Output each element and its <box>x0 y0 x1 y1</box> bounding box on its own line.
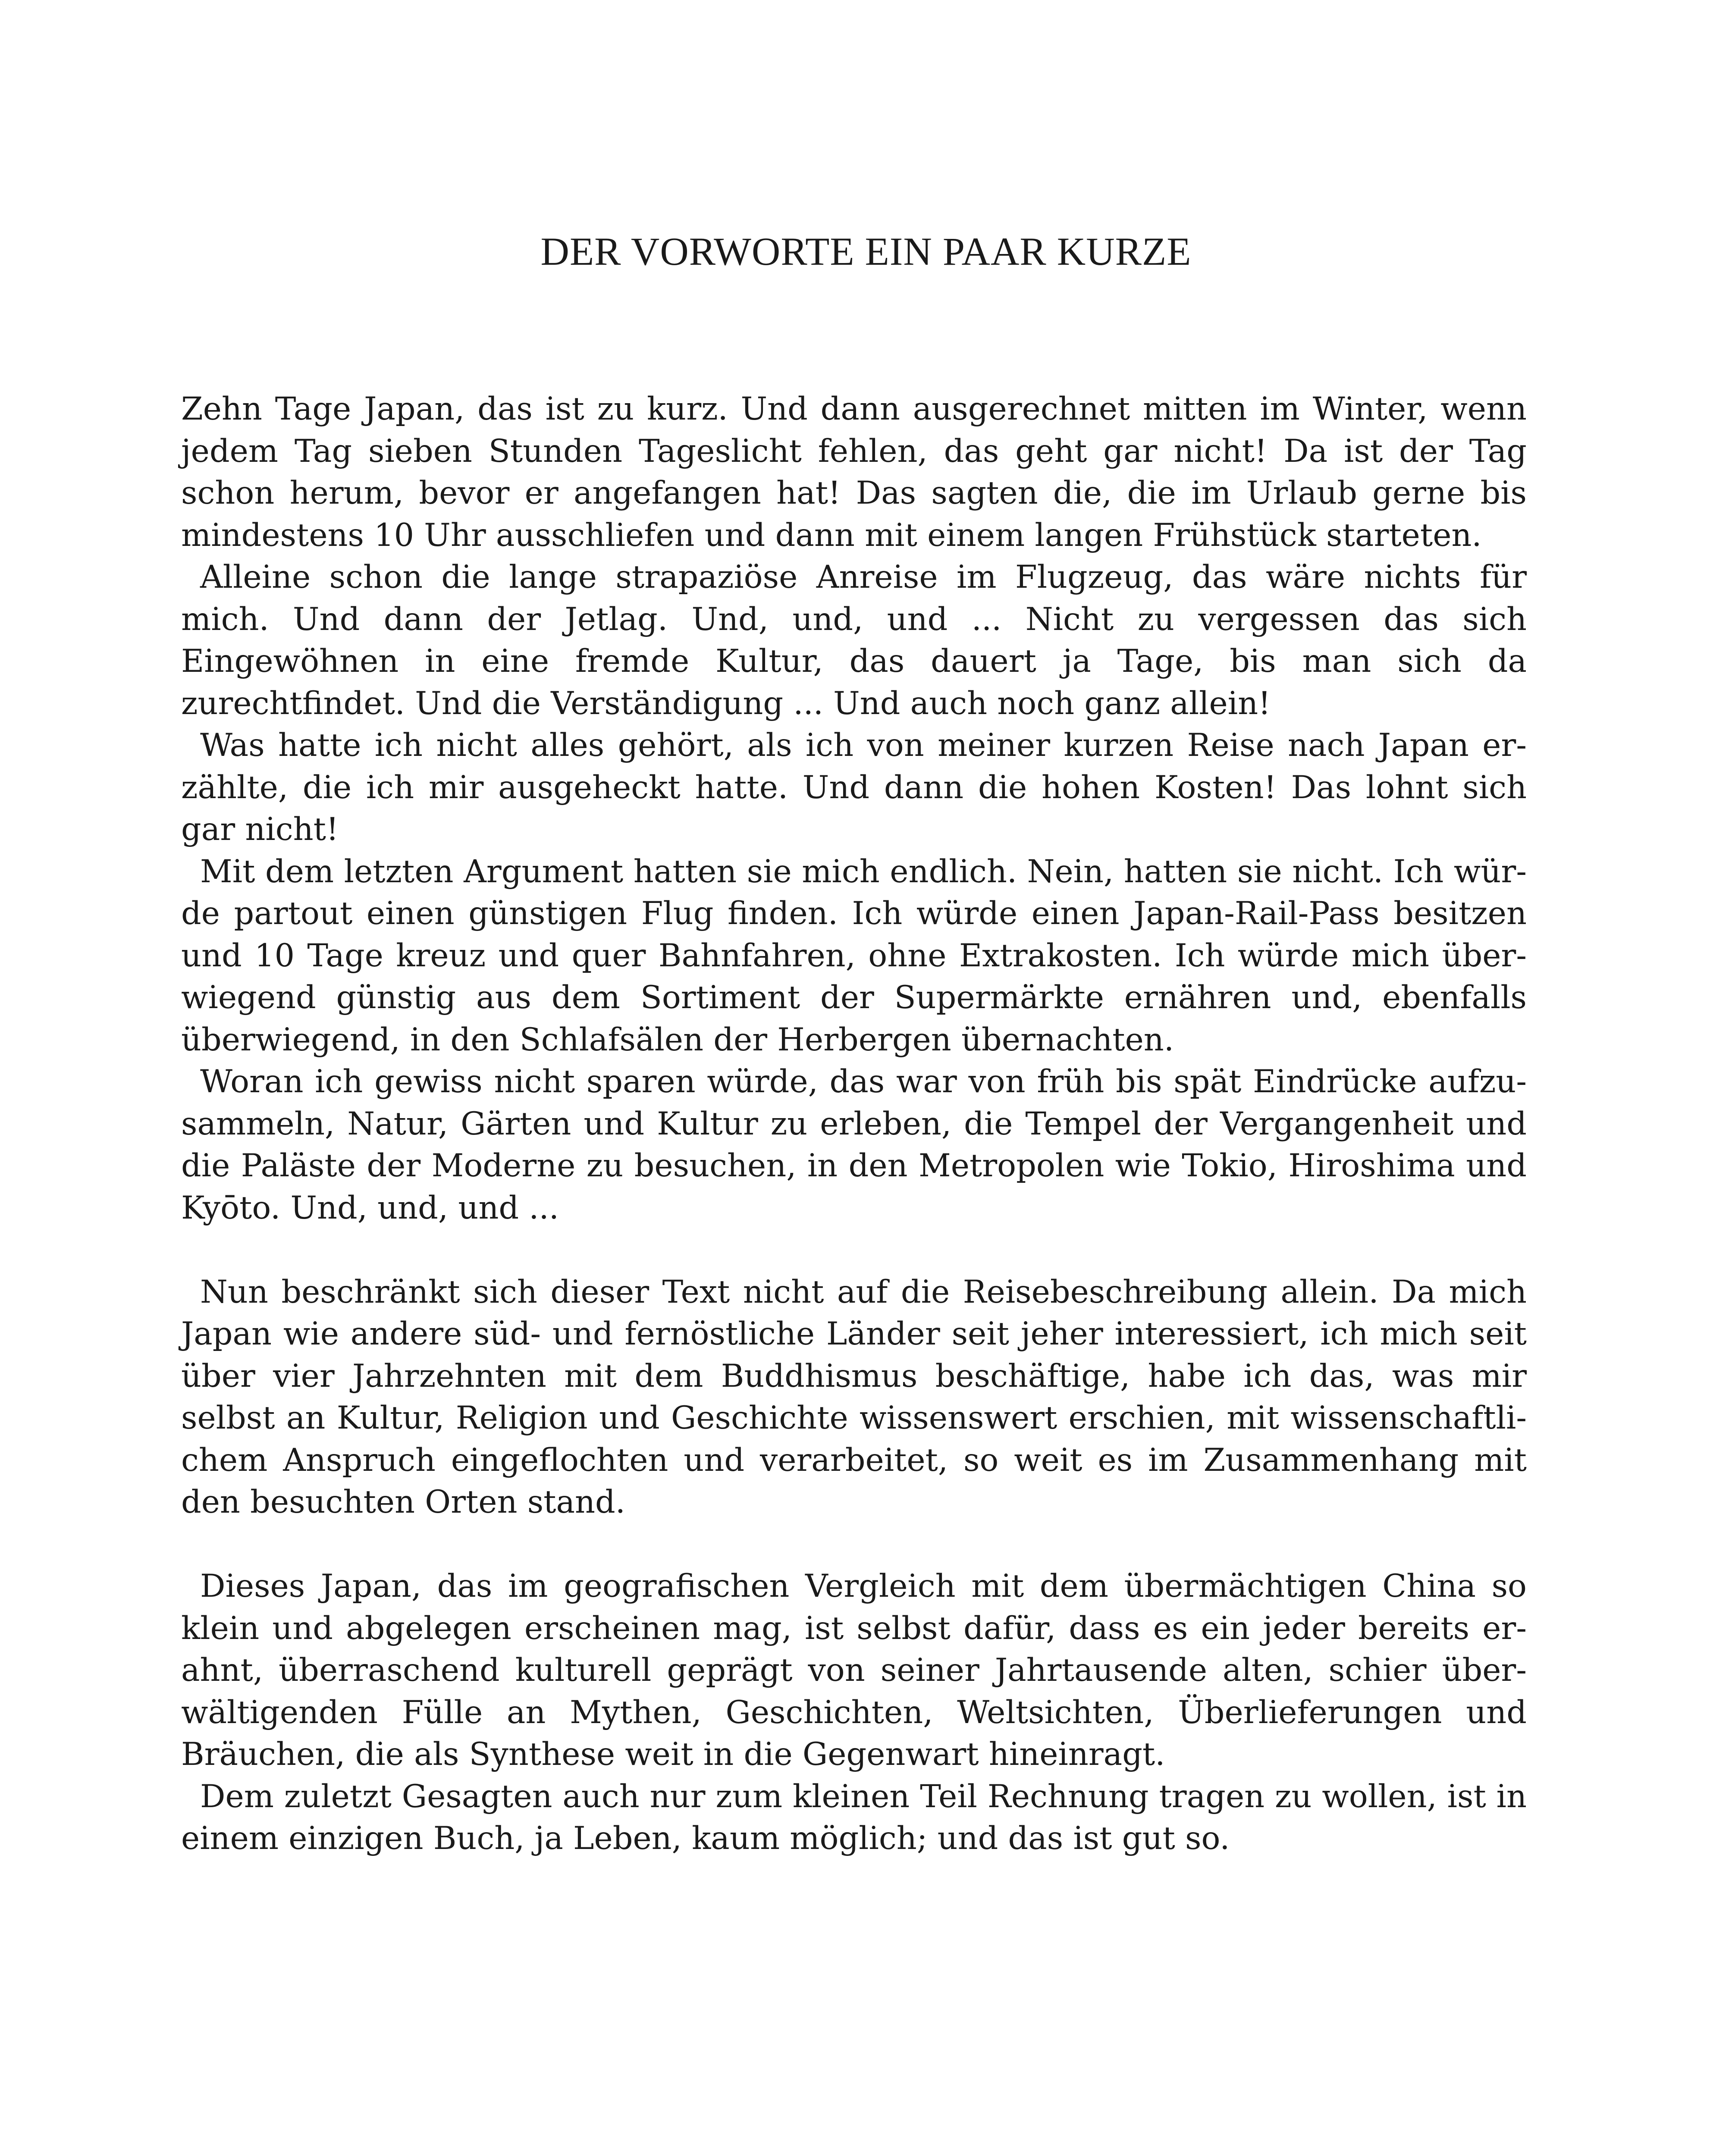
paragraph-8: Dem zuletzt Gesagten auch nur zum kleinen Teil Rechnung tragen zu wollen, ist in einem einzigen Buch, ja Leben, kaum möglich; und das ist gut so. <box>181 1778 1527 1857</box>
paragraph-7: Dieses Japan, das im geografischen Vergleich mit dem übermächtigen China so klein und abgelegen erscheinen mag, ist selbst dafür, dass es ein jeder bereits erahnt, überraschend kulturell geprägt von seiner Jahrtausende alten, schier überwältigenden Fülle an Mythen, Geschichten, Weltsichten, Überlieferungen und Bräuchen, die als Synthese weit in die Gegenwart hineinragt. <box>181 1568 1527 1773</box>
page-title: DER VORWORTE EIN PAAR KURZE <box>540 229 1192 273</box>
paragraph-1: Zehn Tage Japan, das ist zu kurz. Und dann ausgerechnet mitten im Winter, wenn jedem Tag sieben Stunden Tageslicht fehlen, das geht gar nicht! Da ist der Tag schon herum, bevor er angefangen hat! Das sagten die, die im Urlaub gerne bis mindestens 10 Uhr ausschliefen und dann mit einem langen Frühstück starteten. <box>181 391 1527 554</box>
body-text <box>181 388 1527 1860</box>
paragraph-2: Alleine schon die lange strapaziöse Anreise im Flugzeug, das wäre nichts für mich. Und dann der Jetlag. Und, und, und ... Nicht zu vergessen das sich Eingewöhnen in eine fremde Kultur, das dauert ja Tage, bis man sich da zurechtfindet. Und die Verständigung ... Und auch noch ganz allein! <box>181 559 1527 722</box>
paragraph-4: Mit dem letzten Argument hatten sie mich endlich. Nein, hatten sie nicht. Ich würde partout einen günstigen Flug finden. Ich würde einen Japan-Rail-Pass besitzen und 10 Tage kreuz und quer Bahnfahren, ohne Extrakosten. Ich würde mich überwiegend günstig aus dem Sortiment der Supermärkte ernähren und, ebenfalls überwiegend, in den Schlafsälen der Herbergen übernachten. <box>181 853 1527 1058</box>
section-gap <box>181 1229 1527 1271</box>
section-gap <box>181 1523 1527 1566</box>
paragraph-3: Was hatte ich nicht alles gehört, als ich von meiner kurzen Reise nach Japan erzählte, die ich mir ausgeheckt hatte. Und dann die hohen Kosten! Das lohnt sich gar nicht! <box>181 727 1527 848</box>
paragraph-6: Nun beschränkt sich dieser Text nicht auf die Reisebeschreibung allein. Da mich Japan wie andere süd- und fernöstliche Länder seit jeher interessiert, ich mich seit über vier Jahrzehnten mit dem Buddhismus beschäftige, habe ich das, was mir selbst an Kultur, Religion und Geschichte wissenswert erschien, mit wissenschaftlichem Anspruch eingeflochten und verarbeitet, so weit es im Zusammenhang mit den besuchten Orten stand. <box>181 1273 1527 1520</box>
paragraph-5: Woran ich gewiss nicht sparen würde, das war von früh bis spät Eindrücke aufzusammeln, Natur, Gärten und Kultur zu erleben, die Tempel der Vergangenheit und die Paläste der Moderne zu besuchen, in den Metropolen wie Tokio, Hiroshima und Kyōto. Und, und, und ... <box>181 1063 1527 1226</box>
